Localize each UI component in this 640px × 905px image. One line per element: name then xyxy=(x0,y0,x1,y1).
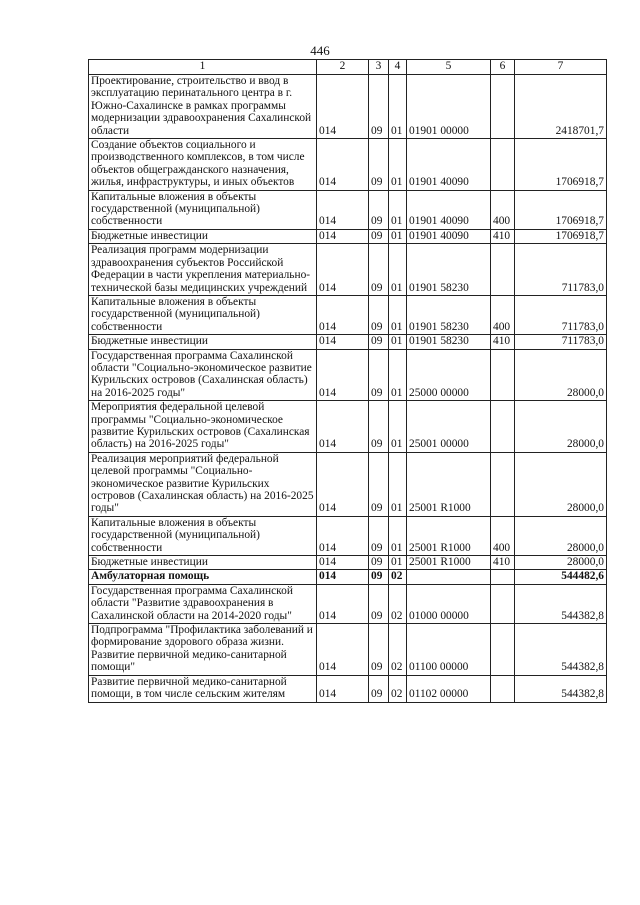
target-article-cell: 01901 00000 xyxy=(407,75,491,139)
amount-cell: 544382,8 xyxy=(515,624,607,676)
amount-cell: 711783,0 xyxy=(515,295,607,334)
subsection-code-cell: 01 xyxy=(389,516,407,555)
section-code-cell: 09 xyxy=(369,675,389,702)
amount-cell: 1706918,7 xyxy=(515,229,607,243)
item-name-cell: Проектирование, строительство и ввод в эксплуатацию перинатального центра в г. Южно-Сахалинске в рамках программы модернизации здравоохранения Сахалинской области xyxy=(89,75,317,139)
section-code-cell: 09 xyxy=(369,229,389,243)
target-article-cell: 25001 00000 xyxy=(407,401,491,453)
table-row xyxy=(89,452,607,516)
ministry-code-cell: 014 xyxy=(317,75,369,139)
ministry-code-cell: 014 xyxy=(317,229,369,243)
table-row xyxy=(89,401,607,453)
target-article-cell: 01901 58230 xyxy=(407,335,491,349)
amount-cell: 711783,0 xyxy=(515,244,607,296)
item-name-cell: Реализация программ модернизации здравоохранения субъектов Российской Федерации в части укрепления материально-технической базы медицинских учреждений xyxy=(89,244,317,296)
subsection-code-cell: 01 xyxy=(389,335,407,349)
column-header: 5 xyxy=(407,60,491,75)
table-row xyxy=(89,75,607,139)
subsection-code-cell: 02 xyxy=(389,624,407,676)
amount-cell: 1706918,7 xyxy=(515,139,607,191)
table-row xyxy=(89,556,607,570)
item-name-cell: Создание объектов социального и производственного комплексов, в том числе объектов общегражданского назначения, жилья, инфраструктуры, и иных объектов xyxy=(89,139,317,191)
subsection-code-cell: 01 xyxy=(389,349,407,401)
section-code-cell: 09 xyxy=(369,244,389,296)
amount-cell: 2418701,7 xyxy=(515,75,607,139)
target-article-cell: 01901 40090 xyxy=(407,139,491,191)
section-code-cell: 09 xyxy=(369,401,389,453)
item-name-cell: Мероприятия федеральной целевой программы "Социально-экономическое развитие Курильских островов (Сахалинская область) на 2016-2025 годы" xyxy=(89,401,317,453)
expense-type-cell xyxy=(491,139,515,191)
section-code-cell: 09 xyxy=(369,139,389,191)
ministry-code-cell: 014 xyxy=(317,190,369,229)
amount-cell: 28000,0 xyxy=(515,452,607,516)
expense-type-cell: 400 xyxy=(491,190,515,229)
expense-type-cell xyxy=(491,452,515,516)
table-row xyxy=(89,335,607,349)
amount-cell: 28000,0 xyxy=(515,556,607,570)
ministry-code-cell: 014 xyxy=(317,624,369,676)
table-row xyxy=(89,190,607,229)
expense-type-cell: 410 xyxy=(491,335,515,349)
item-name-cell: Капитальные вложения в объекты государственной (муниципальной) собственности xyxy=(89,295,317,334)
budget-table xyxy=(88,59,607,703)
item-name-cell: Бюджетные инвестиции xyxy=(89,556,317,570)
expense-type-cell: 400 xyxy=(491,516,515,555)
target-article-cell: 01901 40090 xyxy=(407,229,491,243)
item-name-cell: Капитальные вложения в объекты государственной (муниципальной) собственности xyxy=(89,516,317,555)
section-code-cell: 09 xyxy=(369,452,389,516)
target-article-cell: 01000 00000 xyxy=(407,584,491,623)
item-name-cell: Подпрограмма "Профилактика заболеваний и формирование здорового образа жизни. Развитие первичной медико-санитарной помощи" xyxy=(89,624,317,676)
expense-type-cell xyxy=(491,75,515,139)
item-name-cell: Государственная программа Сахалинской области "Социально-экономическое развитие Курильских островов (Сахалинская область) на 2016-2025 годы" xyxy=(89,349,317,401)
amount-cell: 28000,0 xyxy=(515,349,607,401)
page-number: 446 xyxy=(310,43,330,58)
amount-cell: 1706918,7 xyxy=(515,190,607,229)
section-code-cell: 09 xyxy=(369,349,389,401)
amount-cell: 544382,8 xyxy=(515,584,607,623)
section-code-cell: 09 xyxy=(369,75,389,139)
table-row xyxy=(89,570,607,584)
expense-type-cell xyxy=(491,584,515,623)
subsection-code-cell: 01 xyxy=(389,556,407,570)
table-row xyxy=(89,229,607,243)
item-name-cell: Бюджетные инвестиции xyxy=(89,229,317,243)
ministry-code-cell: 014 xyxy=(317,244,369,296)
subsection-code-cell: 02 xyxy=(389,675,407,702)
subsection-code-cell: 01 xyxy=(389,229,407,243)
target-article-cell: 01901 58230 xyxy=(407,244,491,296)
ministry-code-cell: 014 xyxy=(317,675,369,702)
ministry-code-cell: 014 xyxy=(317,452,369,516)
target-article-cell: 25001 R1000 xyxy=(407,556,491,570)
amount-cell: 28000,0 xyxy=(515,401,607,453)
section-code-cell: 09 xyxy=(369,624,389,676)
target-article-cell: 25001 R1000 xyxy=(407,452,491,516)
item-name-cell: Государственная программа Сахалинской области "Развитие здравоохранения в Сахалинской области на 2014-2020 годы" xyxy=(89,584,317,623)
subsection-code-cell: 01 xyxy=(389,190,407,229)
subsection-code-cell: 02 xyxy=(389,584,407,623)
expense-type-cell: 410 xyxy=(491,556,515,570)
table-row xyxy=(89,295,607,334)
item-name-cell: Капитальные вложения в объекты государственной (муниципальной) собственности xyxy=(89,190,317,229)
ministry-code-cell: 014 xyxy=(317,335,369,349)
section-code-cell: 09 xyxy=(369,295,389,334)
table-row xyxy=(89,624,607,676)
subsection-code-cell: 01 xyxy=(389,139,407,191)
table-row xyxy=(89,349,607,401)
target-article-cell: 25000 00000 xyxy=(407,349,491,401)
expense-type-cell xyxy=(491,244,515,296)
amount-cell: 544482,6 xyxy=(515,570,607,584)
amount-cell: 711783,0 xyxy=(515,335,607,349)
column-header: 4 xyxy=(389,60,407,75)
ministry-code-cell: 014 xyxy=(317,139,369,191)
ministry-code-cell: 014 xyxy=(317,570,369,584)
expense-type-cell xyxy=(491,624,515,676)
subsection-code-cell: 02 xyxy=(389,570,407,584)
target-article-cell: 25001 R1000 xyxy=(407,516,491,555)
target-article-cell: 01901 40090 xyxy=(407,190,491,229)
column-header: 2 xyxy=(317,60,369,75)
subsection-code-cell: 01 xyxy=(389,244,407,296)
section-code-cell: 09 xyxy=(369,335,389,349)
column-header: 1 xyxy=(89,60,317,75)
target-article-cell: 01100 00000 xyxy=(407,624,491,676)
target-article-cell xyxy=(407,570,491,584)
expense-type-cell xyxy=(491,349,515,401)
table-row xyxy=(89,675,607,702)
table-row xyxy=(89,244,607,296)
expense-type-cell xyxy=(491,401,515,453)
subsection-code-cell: 01 xyxy=(389,295,407,334)
ministry-code-cell: 014 xyxy=(317,516,369,555)
subsection-code-cell: 01 xyxy=(389,452,407,516)
ministry-code-cell: 014 xyxy=(317,401,369,453)
table-row xyxy=(89,584,607,623)
table-row xyxy=(89,516,607,555)
amount-cell: 28000,0 xyxy=(515,516,607,555)
item-name-cell: Бюджетные инвестиции xyxy=(89,335,317,349)
item-name-cell: Развитие первичной медико-санитарной помощи, в том числе сельским жителям xyxy=(89,675,317,702)
expense-type-cell: 410 xyxy=(491,229,515,243)
item-name-cell: Реализация мероприятий федеральной целевой программы "Социально-экономическое развитие Курильских островов (Сахалинская область) на 2016-2025 годы" xyxy=(89,452,317,516)
subsection-code-cell: 01 xyxy=(389,401,407,453)
column-header: 6 xyxy=(491,60,515,75)
section-code-cell: 09 xyxy=(369,584,389,623)
expense-type-cell xyxy=(491,570,515,584)
table-header-row xyxy=(89,60,607,75)
section-code-cell: 09 xyxy=(369,516,389,555)
subsection-code-cell: 01 xyxy=(389,75,407,139)
target-article-cell: 01901 58230 xyxy=(407,295,491,334)
section-code-cell: 09 xyxy=(369,190,389,229)
ministry-code-cell: 014 xyxy=(317,556,369,570)
item-name-cell: Амбулаторная помощь xyxy=(89,570,317,584)
ministry-code-cell: 014 xyxy=(317,349,369,401)
expense-type-cell xyxy=(491,675,515,702)
table-row xyxy=(89,139,607,191)
ministry-code-cell: 014 xyxy=(317,584,369,623)
ministry-code-cell: 014 xyxy=(317,295,369,334)
amount-cell: 544382,8 xyxy=(515,675,607,702)
expense-type-cell: 400 xyxy=(491,295,515,334)
target-article-cell: 01102 00000 xyxy=(407,675,491,702)
column-header: 7 xyxy=(515,60,607,75)
column-header: 3 xyxy=(369,60,389,75)
section-code-cell: 09 xyxy=(369,556,389,570)
section-code-cell: 09 xyxy=(369,570,389,584)
